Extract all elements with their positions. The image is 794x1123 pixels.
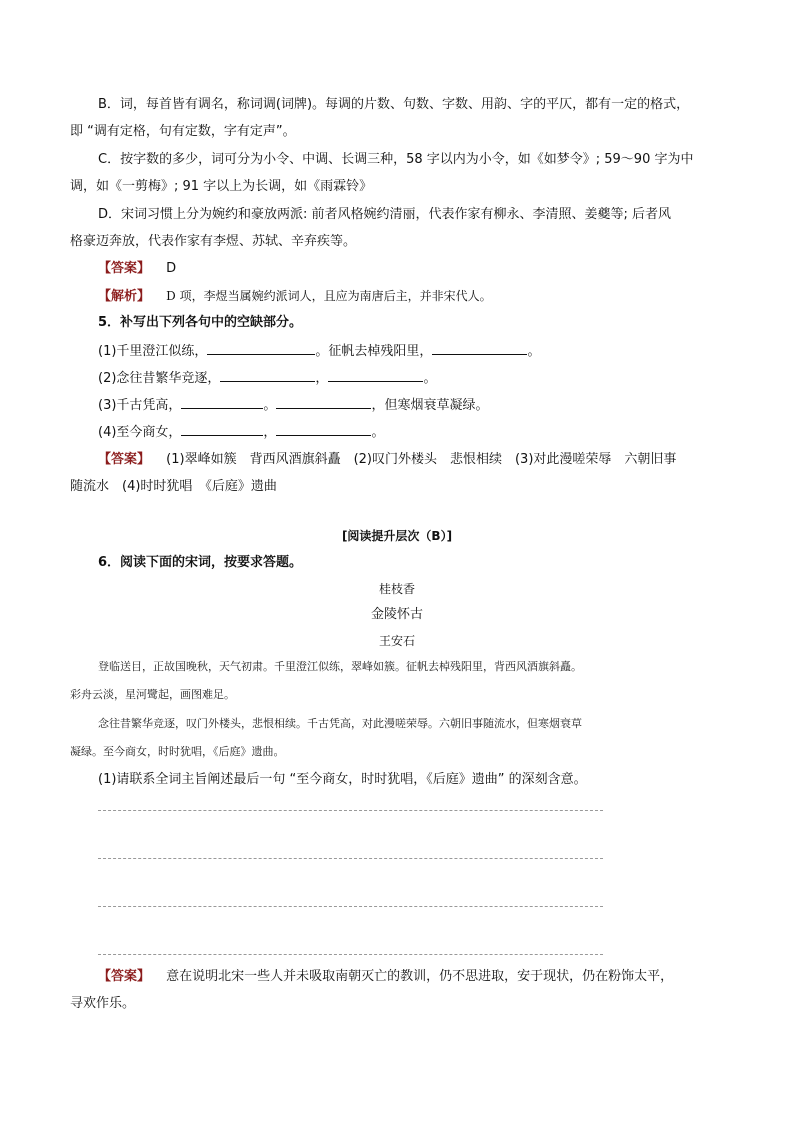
option-b-line2: 即 “调有定格，句有定数，字有定声”。 [70, 124, 296, 139]
q5-l2-text-a: (2)念往昔繁华竞逐， [98, 371, 221, 386]
q5-l1-text-a: (1)千里澄江似练， [98, 344, 208, 359]
poem-title: 金陵怀古 [370, 607, 423, 622]
answer-tag: 【答案】 [98, 261, 151, 276]
option-c-line1: C．按字数的多少，词可分为小令、中调、长调三种，58 字以内为小令，如《如梦令》; 59～90 字为中 [98, 152, 694, 167]
option-b-line1: B．词，每首皆有调名，称词调(词牌)。每调的片数、句数、字数、用韵、字的平仄，都有一定的格式， [98, 97, 690, 112]
q5-l1-text-c: 。 [527, 344, 541, 359]
answer-tag: 【答案】 [98, 452, 151, 467]
q5-line2 [98, 369, 436, 388]
answer-line-4[interactable] [98, 954, 603, 955]
q6-answer-text-1: 意在说明北宋一些人并未吸取南朝灭亡的教训，仍不思进取，安于现状，仍在粉饰太平， [166, 969, 674, 984]
poem-line-1: 登临送目，正故国晚秋，天气初肃。千里澄江似练，翠峰如簇。征帆去棹残阳里，背西风酒旗斜矗。 [98, 660, 582, 673]
q5-l4-text-a: (4)至今商女， [98, 425, 182, 440]
q6-sub1: (1)请联系全词主旨阐述最后一句 “至今商女，时时犹唱，《后庭》遗曲” 的深刻含意。 [98, 772, 587, 787]
q4-analysis [98, 287, 492, 306]
answer-tag: 【答案】 [98, 969, 151, 984]
q5-blank-4[interactable] [328, 369, 423, 382]
answer-line-1[interactable] [98, 810, 603, 811]
q5-blank-5[interactable] [181, 396, 263, 409]
section-b-title: [阅读提升层次（B）] [341, 529, 453, 543]
q6-answer-line2: 寻欢作乐。 [70, 996, 136, 1011]
q5-blank-3[interactable] [220, 369, 315, 382]
poem-author: 王安石 [378, 634, 415, 648]
q4-answer-value: D [166, 261, 177, 276]
q5-l3-text-c: ，但寒烟衰草凝绿。 [371, 398, 489, 413]
q5-l3-text-b: 。 [263, 398, 277, 413]
q4-answer [98, 260, 176, 278]
option-d-line1: D．宋词习惯上分为婉约和豪放两派: 前者风格婉约清丽，代表作家有柳永、李清照、姜夔等; 后者风 [98, 207, 672, 222]
poem-line-4: 凝绿。至今商女，时时犹唱，《后庭》遗曲。 [70, 745, 285, 758]
q5-answer-text-1: (1)翠峰如簇 背西风酒旗斜矗 (2)叹门外楼头 悲恨相续 (3)对此漫嗟荣辱 六朝旧事 [166, 452, 677, 467]
q5-line3 [98, 396, 488, 415]
option-c-line2: 调，如《一剪梅》; 91 字以上为长调，如《雨霖铃》 [70, 179, 373, 194]
q5-title: 5．补写出下列各句中的空缺部分。 [98, 315, 303, 330]
q5-blank-1[interactable] [207, 342, 315, 355]
answer-line-3[interactable] [98, 906, 603, 907]
poem-line-2: 彩舟云淡，星河鹭起，画图难足。 [70, 688, 235, 701]
q5-blank-8[interactable] [276, 423, 371, 436]
q5-blank-2[interactable] [432, 342, 527, 355]
q5-blank-7[interactable] [181, 423, 263, 436]
poem-line-3: 念往昔繁华竞逐，叹门外楼头，悲恨相续。千古凭高，对此漫嗟荣辱。六朝旧事随流水，但寒烟衰草 [98, 717, 582, 730]
q5-l4-text-b: ， [263, 425, 277, 440]
analysis-tag: 【解析】 [98, 289, 151, 304]
option-d-line2: 格豪迈奔放，代表作家有李煜、苏轼、辛弃疾等。 [70, 234, 357, 249]
q5-l1-text-b: 。征帆去棹残阳里， [315, 344, 433, 359]
q5-blank-6[interactable] [276, 396, 371, 409]
q5-l2-text-c: 。 [423, 371, 437, 386]
q6-answer-line1 [98, 968, 673, 986]
q5-l3-text-a: (3)千古凭高， [98, 398, 182, 413]
answer-line-2[interactable] [98, 858, 603, 859]
q5-answer-line1 [98, 451, 676, 469]
q6-title-text: 6．阅读下面的宋词，按要求答题。 [98, 555, 303, 570]
q4-analysis-text: D 项，李煜当属婉约派词人，且应为南唐后主，并非宋代人。 [166, 289, 492, 303]
q5-line4 [98, 423, 384, 442]
q6-title [98, 554, 302, 572]
q5-answer-line2: 随流水 (4)时时犹唱 《后庭》遗曲 [70, 479, 277, 494]
q5-line1 [98, 342, 540, 361]
q5-l4-text-c: 。 [371, 425, 385, 440]
poem-tune: 桂枝香 [378, 582, 415, 596]
q5-l2-text-b: ， [315, 371, 329, 386]
